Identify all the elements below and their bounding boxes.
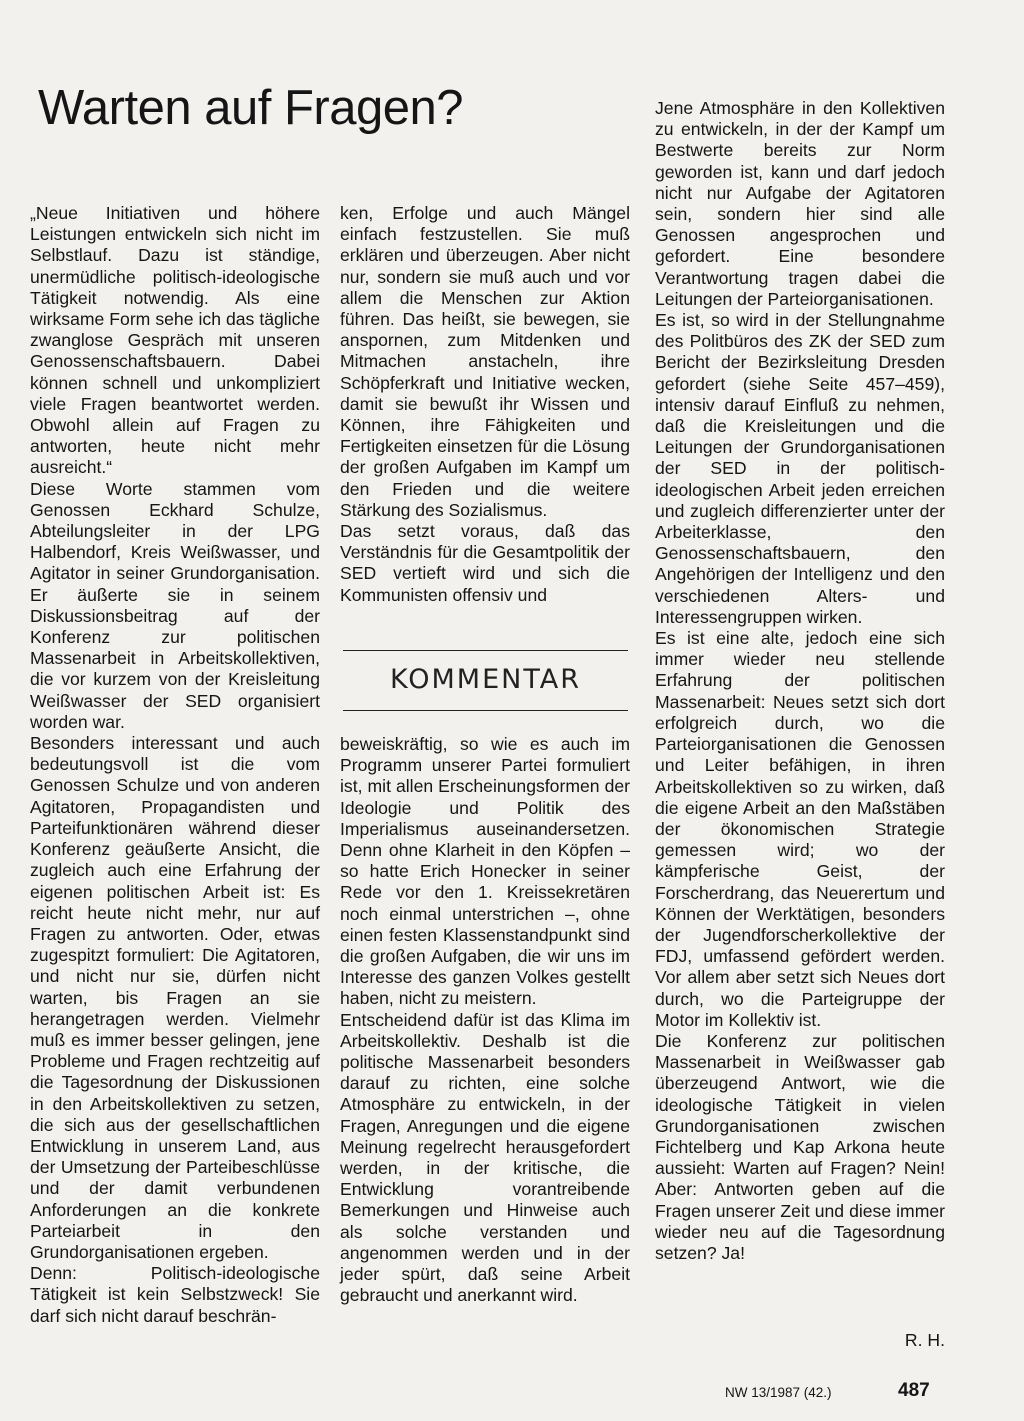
paragraph: Es ist, so wird in der Stellungnahme des Politbüros des ZK der SED zum Bericht der Bezirksleitung Dresden gefordert (siehe Seite 457–459), intensiv darauf Einfluß zu nehmen, daß die Kreisleitungen und die Leitungen der Grundorganisationen der SED in der politisch-ideologischen Arbeit jeden erreichen und zugleich differenzierter unter der Arbeiterklasse, den Genossenschaftsbauern, den Angehörigen der Intelligenz und den verschiedenen Alters- und Interessengruppen wirken. (655, 310, 945, 627)
paragraph: Diese Worte stammen vom Genossen Eckhard Schulze, Abteilungsleiter in der LPG Halbendorf, Kreis Weißwasser, und Agitator in seiner Grundorganisation. Er äußerte sie in seinem Diskussionsbeitrag auf der Konferenz zur politischen Massenarbeit in Arbeitskollektiven, die vor kurzem von der Kreisleitung Weißwasser der SED organisiert worden war. (30, 478, 320, 732)
paragraph: Die Konferenz zur politischen Massenarbeit in Weißwasser gab überzeugend Antwort, wie die ideologische Tätigkeit in vielen Grundorganisationen zwischen Fichtelberg und Kap Arkona heute aussieht: Warten auf Fragen? Nein! Aber: Antworten geben auf die Fragen unserer Zeit und diese immer wieder neu auf die Tagesordnung setzen? Ja! (655, 1030, 945, 1263)
paragraph: ken, Erfolge und auch Mängel einfach festzustellen. Sie muß erklären und überzeugen. Aber nicht nur, sondern sie muß auch und vor allem die Menschen zur Aktion führen. Das heißt, sie bewegen, sie anspornen, zum Mitdenken und Mitmachen anstacheln, ihre Schöpferkraft und Initiative wecken, damit sie bewußt ihr Wissen und Können, ihre Fähigkeiten und Fertigkeiten einsetzen für die Lösung der großen Aufgaben im Kampf um den Frieden und die weitere Stärkung des Sozialismus. (340, 203, 630, 520)
paragraph: „Neue Initiativen und höhere Leistungen entwickeln sich nicht im Selbstlauf. Dazu ist ständige, unermüdliche politisch-ideologische Tätigkeit notwendig. Als eine wirksame Form sehe ich das tägliche zwanglose Gespräch mit unseren Genossenschaftsbauern. Dabei können schnell und unkompliziert viele Fragen beantwortet werden. Obwohl allein auf Fragen zu antworten, heute nicht mehr ausreicht.“ (30, 203, 320, 478)
section-divider-bottom (343, 710, 628, 711)
section-divider-top (343, 650, 628, 651)
issue-label: NW 13/1987 (42.) (725, 1385, 832, 1400)
section-label: KOMMENTAR (390, 664, 581, 695)
paragraph: Das setzt voraus, daß das Verständnis für die Gesamtpolitik der SED vertieft wird und sich die Kommunisten offensiv und (340, 521, 630, 605)
article-column-1 (30, 203, 320, 1327)
paragraph: beweiskräftig, so wie es auch im Programm unserer Partei formuliert ist, mit allen Erscheinungsformen der Ideologie und Politik des Imperialismus auseinandersetzen. Denn ohne Klarheit in den Köpfen – so hatte Erich Honecker in seiner Rede vor den 1. Kreissekretären noch einmal unterstrichen –, ohne einen festen Klassenstandpunkt sind die großen Aufgaben, die wir uns im Interesse des ganzen Volkes gestellt haben, nicht zu meistern. (340, 734, 630, 1009)
article-title: Warten auf Fragen? (38, 81, 463, 135)
author-signature: R. H. (904, 1330, 945, 1350)
page-number: 487 (898, 1380, 930, 1401)
paragraph: Denn: Politisch-ideologische Tätigkeit ist kein Selbstzweck! Sie darf sich nicht darauf beschrän- (30, 1263, 320, 1326)
article-column-2-top (340, 203, 630, 606)
paragraph: Besonders interessant und auch bedeutungsvoll ist die vom Genossen Schulze und von anderen Agitatoren, Propagandisten und Parteifunktionären während dieser Konferenz geäußerte Ansicht, die zugleich auch eine Erfahrung der eigenen politischen Arbeit ist: Es reicht heute nicht mehr, nur auf Fragen zu antworten. Oder, etwas zugespitzt formuliert: Die Agitatoren, und nicht nur sie, dürfen nicht warten, bis Fragen an sie herangetragen werden. Vielmehr muß es immer besser gelingen, jene Probleme und Fragen rechtzeitig auf die Tagesordnung der Diskussionen in den Arbeitskollektiven zu setzen, die sich aus der gesellschaftlichen Entwicklung in unserem Land, aus der Umsetzung der Parteibeschlüsse und der damit verbundenen Anforderungen an die konkrete Parteiarbeit in den Grundorganisationen ergeben. (30, 733, 320, 1262)
article-column-2-bottom (340, 734, 630, 1306)
article-column-3 (655, 98, 945, 1264)
paragraph: Entscheidend dafür ist das Klima im Arbeitskollektiv. Deshalb ist die politische Massenarbeit besonders darauf zu richten, eine solche Atmosphäre zu entwickeln, in der Fragen, Anregungen und die eigene Meinung regelrecht herausgefordert werden, in der kritische, die Entwicklung vorantreibende Bemerkungen und Hinweise auch als solche verstanden und angenommen werden und in der jeder spürt, daß seine Arbeit gebraucht und anerkannt wird. (340, 1009, 630, 1306)
paragraph: Es ist eine alte, jedoch eine sich immer wieder neu stellende Erfahrung der politischen Massenarbeit: Neues setzt sich dort erfolgreich durch, wo die Parteiorganisationen die Genossen und Leiter befähigen, in ihren Arbeitskollektiven so zu wirken, daß die eigene Arbeit an den Maßstäben der ökonomischen Strategie gemessen wird; wo der kämpferische Geist, der Forscherdrang, das Neuerertum und Können der Werktätigen, besonders der Jugendforscherkollektive der FDJ, umfassend gefördert werden. Vor allem aber setzt sich Neues dort durch, wo die Parteigruppe der Motor im Kollektiv ist. (655, 628, 945, 1030)
paragraph: Jene Atmosphäre in den Kollektiven zu entwickeln, in der der Kampf um Bestwerte bereits zur Norm geworden ist, kann und darf jedoch nicht nur Aufgabe der Agitatoren sein, sondern hier sind alle Genossen angesprochen und gefordert. Eine besondere Verantwortung tragen dabei die Leitungen der Parteiorganisationen. (655, 98, 945, 309)
